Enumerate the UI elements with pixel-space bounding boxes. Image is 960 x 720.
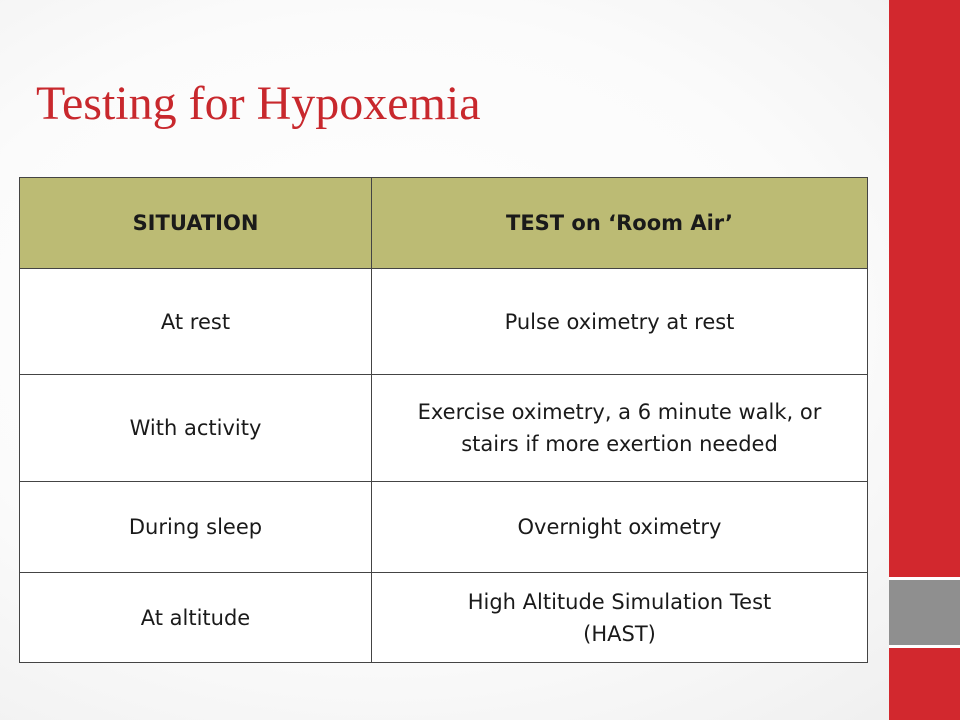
header-test-room-air: TEST on ‘Room Air’	[372, 178, 868, 269]
table-row	[20, 375, 868, 482]
side-accent-bar	[889, 0, 960, 720]
hypoxemia-test-table	[19, 177, 867, 663]
side-accent-red-top	[889, 0, 960, 577]
header-situation: SITUATION	[20, 178, 372, 269]
cell-test: Pulse oximetry at rest	[372, 269, 868, 375]
table-header-row	[20, 178, 868, 269]
side-accent-gray	[889, 580, 960, 645]
cell-situation: At altitude	[20, 573, 372, 663]
cell-test: Exercise oximetry, a 6 minute walk, or stairs if more exertion needed	[372, 375, 868, 482]
cell-situation: At rest	[20, 269, 372, 375]
cell-test: High Altitude Simulation Test (HAST)	[372, 573, 868, 663]
table-row	[20, 573, 868, 663]
data-table	[19, 177, 868, 663]
table-row	[20, 482, 868, 573]
cell-situation: With activity	[20, 375, 372, 482]
table-row	[20, 269, 868, 375]
side-accent-red-bottom	[889, 648, 960, 720]
cell-situation: During sleep	[20, 482, 372, 573]
cell-test: Overnight oximetry	[372, 482, 868, 573]
slide-title: Testing for Hypoxemia	[36, 77, 481, 130]
